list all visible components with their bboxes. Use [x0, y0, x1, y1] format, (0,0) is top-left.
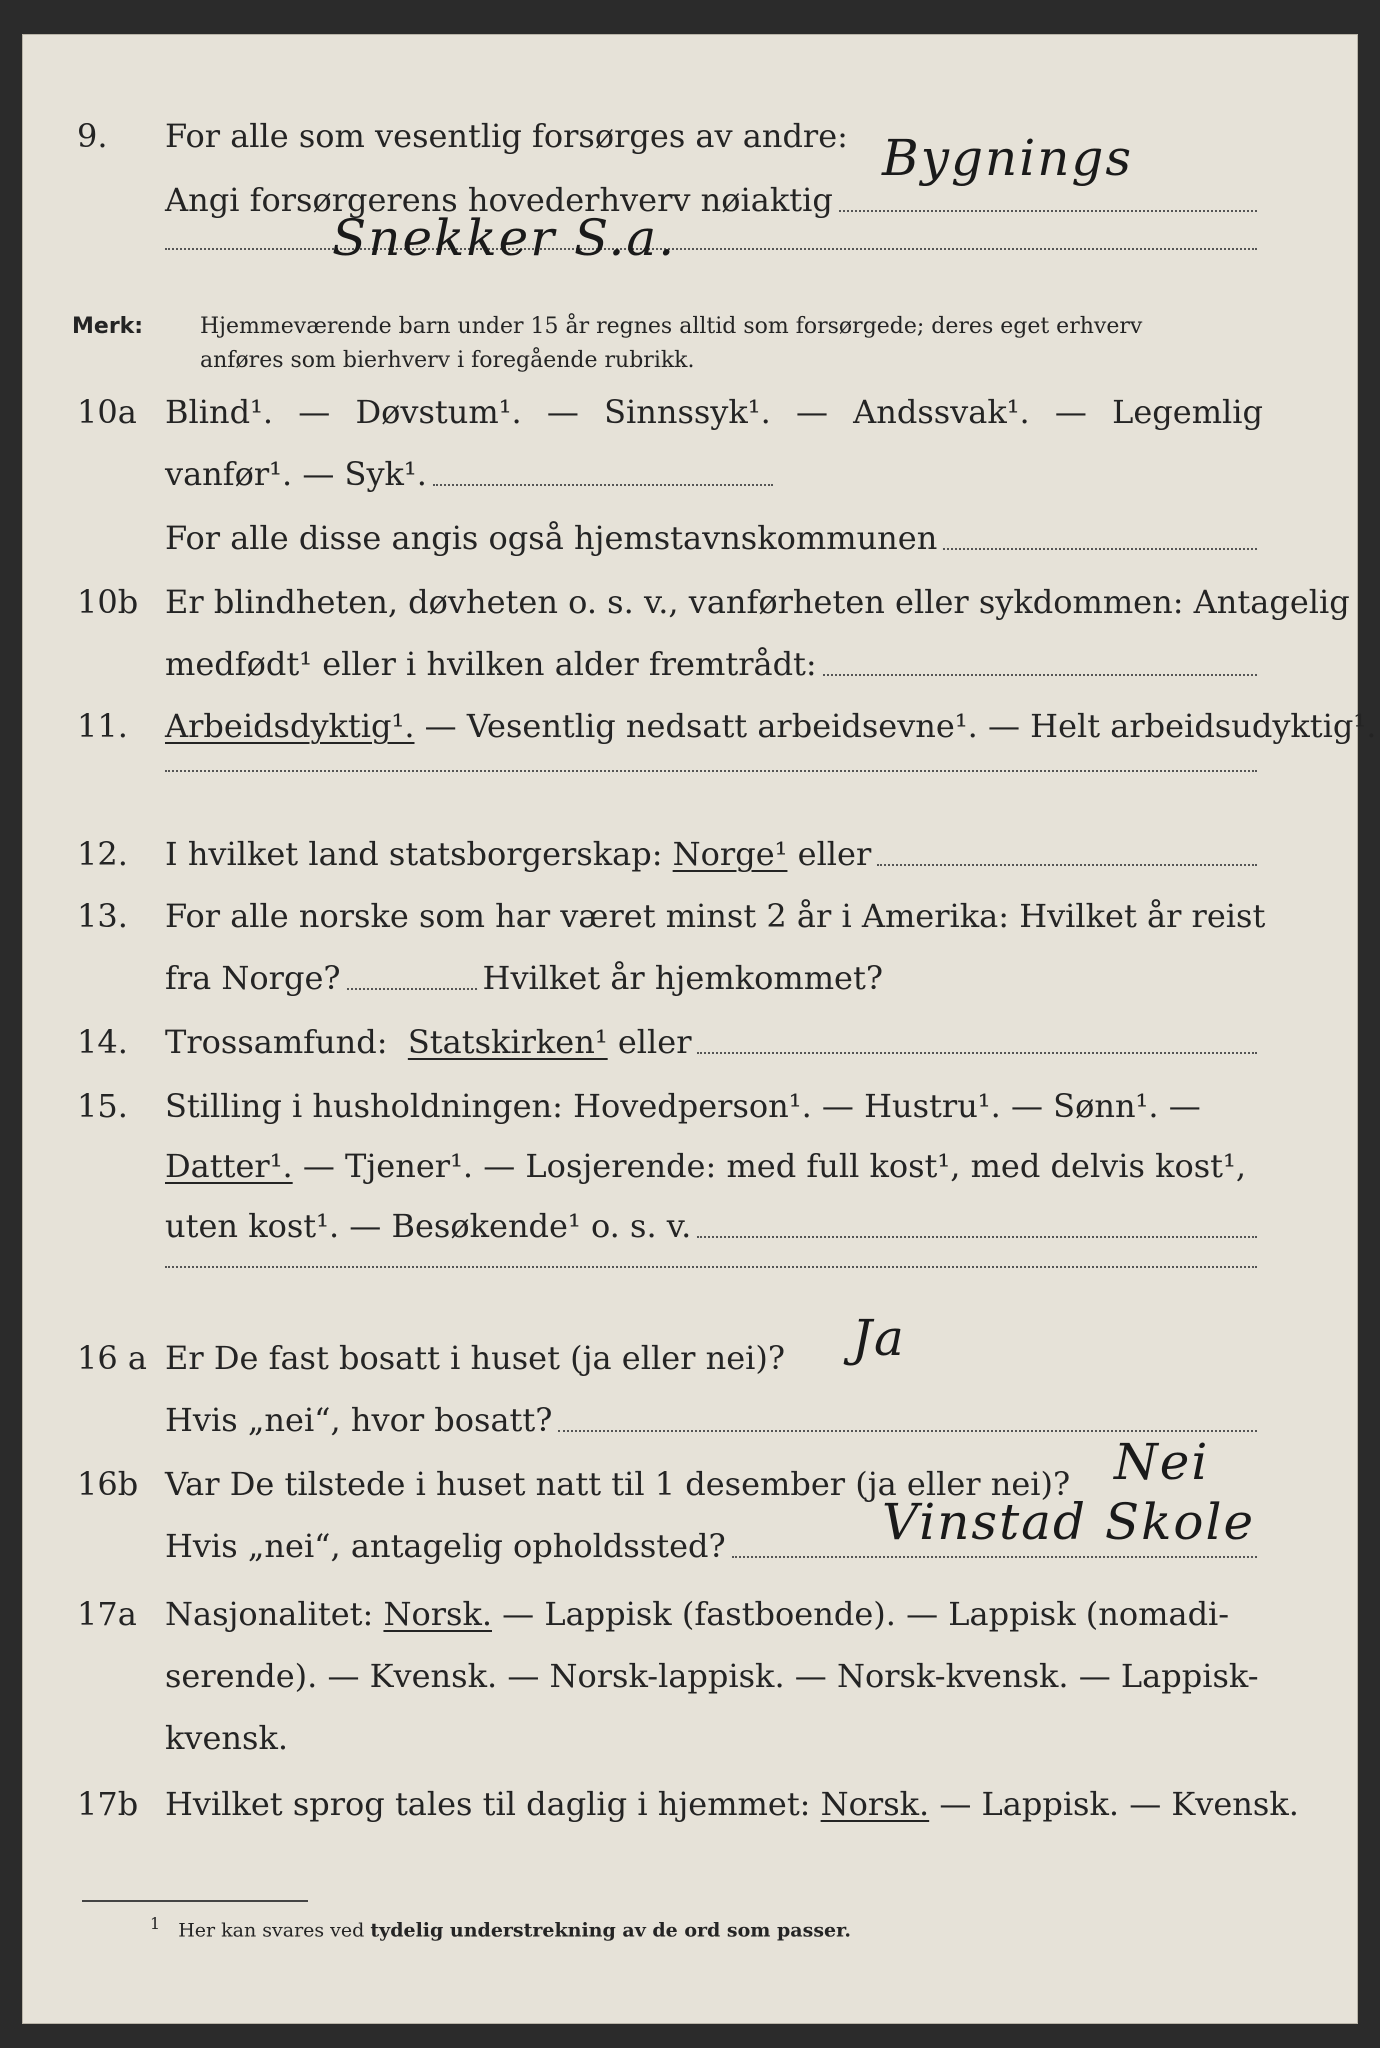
q15-besokende[interactable]: uten kost¹. — Besøkende¹ o. s. v. [165, 1207, 692, 1245]
q13-number: 13. [77, 897, 128, 935]
q10a-opt-sinnssyk[interactable]: Sinnssyk¹. [604, 393, 771, 431]
q15-answer-line2[interactable] [165, 1266, 1257, 1268]
merk-label: Merk: [72, 314, 144, 339]
q10b-number: 10b [77, 583, 139, 621]
q10a-options [165, 392, 1263, 432]
q13-text2 [165, 958, 1263, 998]
q10a-text3 [165, 518, 1263, 558]
q15-answer-line[interactable] [697, 1236, 1257, 1238]
q16a-number: 16 a [77, 1339, 147, 1377]
q9-answer-line2[interactable] [165, 248, 1257, 250]
q17a-options3[interactable]: kvensk. [165, 1719, 288, 1757]
q17a-text1 [165, 1594, 1263, 1634]
q14-eller: eller [617, 1023, 692, 1061]
merk-text1: Hjemmeværende barn under 15 år regnes alltid som forsørgede; deres eget erhverv [200, 314, 1143, 339]
q9-answer-line[interactable] [839, 210, 1257, 212]
q17b-question: Hvilket sprog tales til daglig i hjemmet: [165, 1785, 811, 1823]
q16a-handwritten-answer: Ja [852, 1309, 906, 1367]
q16b-handwritten-answer2: Vinstad Skole [882, 1493, 1256, 1551]
q10b-medfodt-label: medfødt¹ eller i hvilken alder fremtrådt: [165, 645, 817, 683]
q10b-answer-line[interactable] [823, 674, 1257, 676]
q10a-dash3: — [795, 393, 828, 431]
q10b-text1: Er blindheten, døvheten o. s. v., vanførheten eller sykdommen: Antagelig [165, 583, 1350, 621]
q11-answer-line[interactable] [165, 770, 1257, 772]
q10a-dash2: — [546, 393, 579, 431]
q12-selected-norge[interactable]: Norge¹ [672, 835, 788, 873]
q10a-opt-dovstum[interactable]: Døvstum¹. [355, 393, 522, 431]
footnote [150, 1914, 851, 1941]
q14-number: 14. [77, 1023, 128, 1061]
q14-answer-line[interactable] [697, 1052, 1257, 1054]
q11-text [165, 706, 1377, 746]
q10a-text2 [165, 454, 1263, 494]
q14-selected-statskirken[interactable]: Statskirken¹ [407, 1023, 608, 1061]
q14-label: Trossamfund: [165, 1023, 388, 1061]
q11-selected-arbeidsdyktig[interactable]: Arbeidsdyktig¹. [165, 707, 415, 745]
q17a-selected-norsk[interactable]: Norsk. [383, 1595, 492, 1633]
q16b-opholdssted-label: Hvis „nei“, antagelig opholdssted? [165, 1527, 726, 1565]
q16a-text1 [165, 1338, 1263, 1378]
q16a-question: Er De fast bosatt i huset (ja eller nei)? [165, 1339, 786, 1377]
q9-question: For alle som vesentlig forsørges av andre: [165, 117, 848, 155]
q17a-options1[interactable]: — Lappisk (fastboende). — Lappisk (nomadi- [492, 1595, 1230, 1633]
q16a-answer-line[interactable] [558, 1430, 1257, 1432]
q13-reist-answer-line[interactable] [347, 988, 477, 990]
merk-text2: anføres som bierhverv i foregående rubrikk. [200, 348, 695, 373]
q17b-text [165, 1784, 1299, 1824]
q10a-dash1: — [298, 393, 331, 431]
q14-text [165, 1022, 1263, 1062]
q16b-handwritten-answer1: Nei [1114, 1433, 1210, 1491]
q12-eller: eller [797, 835, 872, 873]
q11-extra-line [165, 770, 1263, 780]
q10a-hjemstavn-label: For alle disse angis også hjemstavnskommunen [165, 519, 938, 557]
q10a-opt-blind[interactable]: Blind¹. [165, 393, 274, 431]
q16a-bosatt-label: Hvis „nei“, hvor bosatt? [165, 1401, 553, 1439]
q17b-other-options[interactable]: — Lappisk. — Kvensk. [929, 1785, 1299, 1823]
footnote-text: Her kan svares ved [178, 1919, 365, 1942]
q10a-dash4: — [1054, 393, 1087, 431]
q9-instruction: Angi forsørgerens hovederhverv nøiaktig [165, 181, 833, 219]
q10b-text2 [165, 644, 1263, 684]
q15-text2 [165, 1146, 1263, 1186]
q12-number: 12. [77, 835, 128, 873]
q9-text3 [165, 248, 1263, 258]
q12-text [165, 834, 1263, 874]
q13-hjemkommet-label: Hvilket år hjemkommet? [482, 959, 883, 997]
q15-selected-datter[interactable]: Datter¹. [165, 1147, 293, 1185]
q13-text1: For alle norske som har været minst 2 år i Amerika: Hvilket år reist [165, 897, 1266, 935]
q17a-label: Nasjonalitet: [165, 1595, 374, 1633]
q15-text1: Stilling i husholdningen: Hovedperson¹. — Hustru¹. — Sønn¹. — [165, 1087, 1201, 1125]
q10a-number: 10a [77, 393, 137, 431]
q12-question: I hvilket land statsborgerskap: [165, 835, 663, 873]
q15-extra-line [165, 1266, 1263, 1276]
q17a-options2[interactable]: serende). — Kvensk. — Norsk-lappisk. — Norsk-kvensk. — Lappisk- [165, 1657, 1259, 1695]
q10a-opt-andssvak[interactable]: Andssvak¹. [853, 393, 1030, 431]
q17a-number: 17a [77, 1595, 137, 1633]
q15-text3 [165, 1206, 1263, 1246]
q9-handwritten-answer1: Bygnings [882, 129, 1134, 187]
q15-number: 15. [77, 1087, 128, 1125]
q10a-opt-legemlig[interactable]: Legemlig [1112, 393, 1263, 431]
footnote-mark: 1 [150, 1914, 161, 1933]
q16b-question: Var De tilstede i huset natt til 1 desember (ja eller nei)? [165, 1465, 1071, 1503]
q10a-opt-vanfor-syk[interactable]: vanfør¹. — Syk¹. [165, 455, 427, 493]
q16b-answer-line[interactable] [732, 1556, 1257, 1558]
q17b-selected-norsk[interactable]: Norsk. [820, 1785, 930, 1823]
q16b-number: 16b [77, 1465, 139, 1503]
census-form-page [22, 34, 1377, 2024]
q16a-text2 [165, 1400, 1263, 1440]
q10a-hjemstavn-answer-line[interactable] [943, 548, 1257, 550]
q9-handwritten-answer2: Snekker S.a. [332, 209, 677, 267]
footnote-divider [82, 1900, 308, 1902]
q9-number: 9. [77, 117, 108, 155]
q11-number: 11. [77, 707, 128, 745]
footnote-bold-text: tydelig understrekning av de ord som passer. [370, 1919, 851, 1942]
q12-answer-line[interactable] [877, 864, 1257, 866]
q17b-number: 17b [77, 1785, 139, 1823]
q15-other-options[interactable]: — Tjener¹. — Losjerende: med full kost¹, med delvis kost¹, [292, 1147, 1247, 1185]
q10a-syk-answer-line[interactable] [433, 484, 773, 486]
q11-other-options[interactable]: — Vesentlig nedsatt arbeidsevne¹. — Helt arbeidsudyktig¹. [414, 707, 1377, 745]
q13-reist-label: fra Norge? [165, 959, 341, 997]
